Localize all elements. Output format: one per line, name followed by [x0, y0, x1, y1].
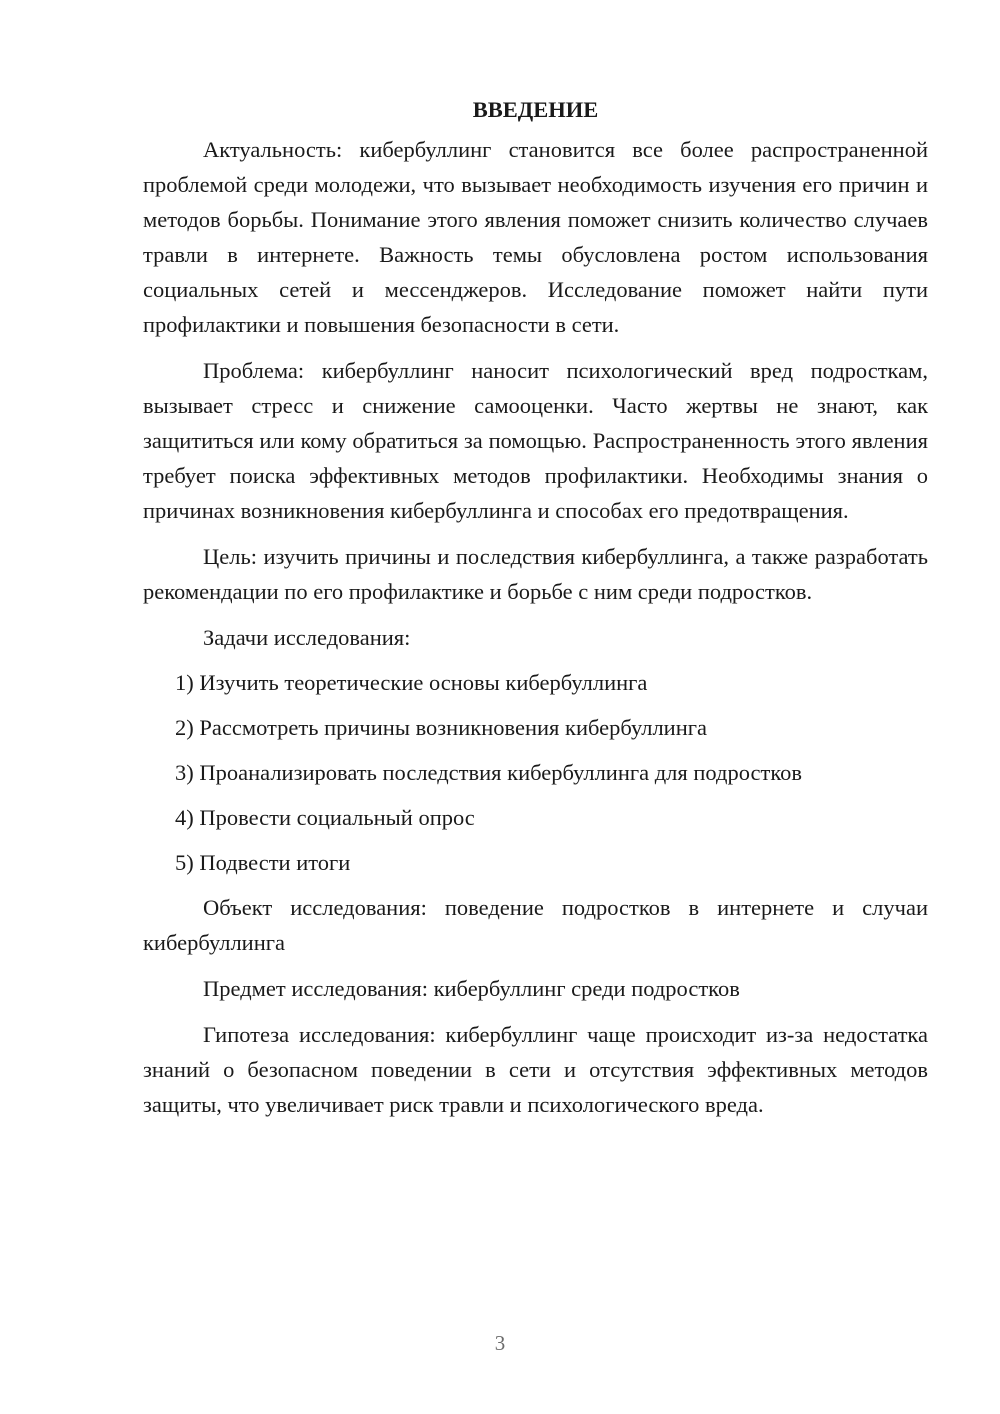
paragraph-hypothesis: Гипотеза исследования: кибербуллинг чаще происходит из-за недостатка знаний о безопасном поведении в сети и отсутствия эффективных методов защиты, что увеличивает риск травли и психологического вреда.	[143, 1022, 928, 1117]
page-number: 3	[494, 1331, 506, 1355]
list-item: 4) Провести социальный опрос	[175, 805, 475, 830]
list-item: 2) Рассмотреть причины возникновения кибербуллинга	[175, 715, 707, 740]
document-page	[143, 92, 928, 1133]
paragraph-relevance: Актуальность: кибербуллинг становится все более распространенной проблемой среди молодежи, что вызывает необходимость изучения его причин и методов борьбы. Понимание этого явления поможет снизить количество случаев травли в интернете. Важность темы обусловлена ростом использования социальных сетей и мессенджеров. Исследование поможет найти пути профилактики и повышения безопасности в сети.	[143, 137, 928, 337]
tasks-list	[143, 665, 928, 880]
paragraph-subject: Предмет исследования: кибербуллинг среди подростков	[203, 976, 740, 1001]
paragraph-problem: Проблема: кибербуллинг наносит психологический вред подросткам, вызывает стресс и снижение самооценки. Часто жертвы не знают, как защититься или кому обратиться за помощью. Распространенность этого явления требует поиска эффективных методов профилактики. Необходимы знания о причинах возникновения кибербуллинга и способах его предотвращения.	[143, 358, 928, 523]
list-item: 5) Подвести итоги	[175, 850, 351, 875]
tasks-heading: Задачи исследования:	[203, 625, 411, 650]
paragraph-goal: Цель: изучить причины и последствия кибербуллинга, а также разработать рекомендации по его профилактике и борьбе с ним среди подростков.	[143, 544, 928, 604]
paragraph-object: Объект исследования: поведение подростков в интернете и случаи кибербуллинга	[143, 895, 928, 955]
section-title: ВВЕДЕНИЕ	[472, 97, 599, 122]
list-item: 3) Проанализировать последствия кибербуллинга для подростков	[175, 760, 803, 785]
list-item: 1) Изучить теоретические основы кибербуллинга	[175, 670, 648, 695]
